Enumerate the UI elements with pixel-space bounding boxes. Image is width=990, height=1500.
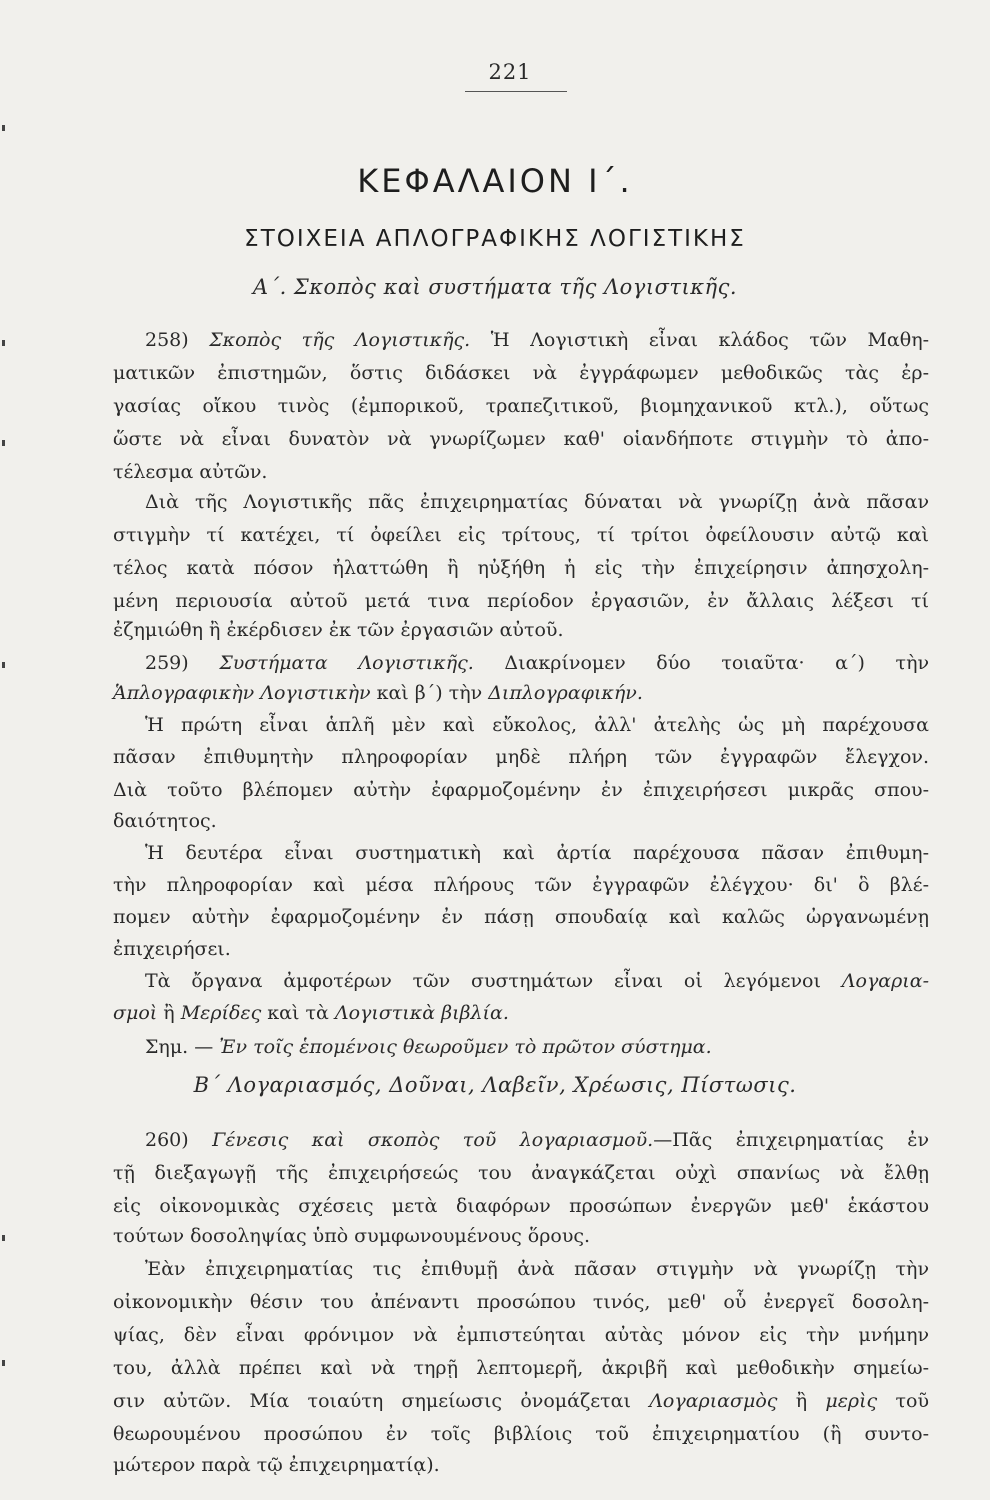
section-a-heading: Α΄. Σκοπὸς καὶ συστήματα τῆς Λογιστικῆς. xyxy=(252,275,738,299)
chapter-title: ΚΕΦΑΛΑΙΟΝ Ι΄. xyxy=(357,162,633,200)
text-line: τέλος κατὰ πόσον ἠλαττώθη ἢ ηὐξήθη ἡ εἰς τὴν ἐπιχείρησιν ἀπησχολη- xyxy=(113,557,929,579)
text-line: δαιότητος. xyxy=(113,810,217,832)
note-line: Σημ. — Ἐν τοῖς ἑπομένοις θεωροῦμεν τὸ πρῶτον σύστημα. xyxy=(145,1036,712,1058)
page-number-rule xyxy=(465,91,567,92)
text-line: πομεν αὐτὴν ἐφαρμοζομένην ἐν πάσῃ σπουδαίᾳ καὶ καλῶς ὠργανωμένῃ xyxy=(113,906,929,928)
text-line: ματικῶν ἐπιστημῶν, ὅστις διδάσκει νὰ ἐγγράφωμεν μεθοδικῶς τὰς ἐρ- xyxy=(113,362,929,384)
text-line: Ἡ πρώτη εἶναι ἁπλῆ μὲν καὶ εὔκολος, ἀλλ' ἀτελὴς ὡς μὴ παρέχουσα xyxy=(145,714,929,736)
text-line: Τὰ ὄργανα ἀμφοτέρων τῶν συστημάτων εἶναι οἱ λεγόμενοι Λογαρια- xyxy=(145,970,929,992)
text-line: μώτερον παρὰ τῷ ἐπιχειρηματίᾳ). xyxy=(113,1454,440,1476)
text-line: Ἐὰν ἐπιχειρηματίας τις ἐπιθυμῇ ἀνὰ πᾶσαν στιγμὴν νὰ γνωρίζῃ τὴν xyxy=(145,1258,929,1280)
text-line: ψίας, δὲν εἶναι φρόνιμον νὰ ἐμπιστεύηται αὐτὰς μόνον εἰς τὴν μνήμην xyxy=(113,1324,929,1346)
text-line: του, ἀλλὰ πρέπει καὶ νὰ τηρῇ λεπτομερῆ, ἀκριβῆ καὶ μεθοδικὴν σημείω- xyxy=(113,1357,929,1379)
text-line: Ἁπλογραφικὴν Λογιστικὴν καὶ β΄) τὴν Διπλογραφικήν. xyxy=(113,682,643,704)
text-line: 260) Γένεσις καὶ σκοπὸς τοῦ λογαριασμοῦ.—Πᾶς ἐπιχειρηματίας ἐν xyxy=(145,1129,929,1151)
text-line: Διὰ τῆς Λογιστικῆς πᾶς ἐπιχειρηματίας δύναται νὰ γνωρίζῃ ἀνὰ πᾶσαν xyxy=(145,491,929,513)
text-line: Ἡ δευτέρα εἶναι συστηματικὴ καὶ ἀρτία παρέχουσα πᾶσαν ἐπιθυμη- xyxy=(145,842,929,864)
text-line: σμοὶ ἢ Μερίδες καὶ τὰ Λογιστικὰ βιβλία. xyxy=(113,1002,509,1024)
text-line: σιν αὐτῶν. Μία τοιαύτη σημείωσις ὀνομάζεται Λογαριασμὸς ἢ μερὶς τοῦ xyxy=(113,1390,929,1412)
text-line: τὴν πληροφορίαν καὶ μέσα πλήρους τῶν ἐγγραφῶν ἐλέγχου· δι' ὃ βλέ- xyxy=(113,874,929,896)
text-line: εἰς οἰκονομικὰς σχέσεις μετὰ διαφόρων προσώπων ἐνεργῶν μεθ' ἑκάστου xyxy=(113,1195,929,1217)
margin-mark xyxy=(2,662,5,668)
text-line: μένη περιουσία αὐτοῦ μετά τινα περίοδον ἐργασιῶν, ἐν ἄλλαις λέξεσι τί xyxy=(113,590,929,612)
text-line: θεωρουμένου προσώπου ἐν τοῖς βιβλίοις τοῦ ἐπιχειρηματίου (ἢ συντο- xyxy=(113,1423,929,1445)
section-b-heading: Β΄ Λογαριασμός, Δοῦναι, Λαβεῖν, Χρέωσις, Πίστωσις. xyxy=(193,1073,797,1097)
text-line: στιγμὴν τί κατέχει, τί ὀφείλει εἰς τρίτους, τί τρίτοι ὀφείλουσιν αὐτῷ καὶ xyxy=(113,524,929,546)
text-line: γασίας οἴκου τινὸς (ἐμπορικοῦ, τραπεζιτικοῦ, βιομηχανικοῦ κτλ.), οὕτως xyxy=(113,395,929,417)
text-line: τῇ διεξαγωγῇ τῆς ἐπιχειρήσεώς του ἀναγκάζεται οὐχὶ σπανίως νὰ ἔλθῃ xyxy=(113,1162,929,1184)
margin-mark xyxy=(2,125,5,131)
text-line: τούτων δοσοληψίας ὑπὸ συμφωνουμένους ὅρους. xyxy=(113,1225,591,1247)
margin-mark xyxy=(2,1360,5,1366)
text-line: πᾶσαν ἐπιθυμητὴν πληροφορίαν μηδὲ πλήρη τῶν ἐγγραφῶν ἔλεγχον. xyxy=(113,746,929,768)
margin-mark xyxy=(2,340,5,346)
margin-mark xyxy=(2,1235,5,1241)
chapter-subtitle: ΣΤΟΙΧΕΙΑ ΑΠΛΟΓΡΑΦΙΚΗΣ ΛΟΓΙΣΤΙΚΗΣ xyxy=(244,226,746,252)
text-line: 258) Σκοπὸς τῆς Λογιστικῆς. Ἡ Λογιστικὴ εἶναι κλάδος τῶν Μαθη- xyxy=(145,329,930,351)
margin-mark xyxy=(2,440,5,446)
text-line: οἰκονομικὴν θέσιν του ἀπέναντι προσώπου τινός, μεθ' οὗ ἐνεργεῖ δοσολη- xyxy=(113,1291,929,1313)
text-line: τέλεσμα αὐτῶν. xyxy=(113,461,268,483)
text-line: Διὰ τοῦτο βλέπομεν αὐτὴν ἐφαρμοζομένην ἐν ἐπιχειρήσεσι μικρᾶς σπου- xyxy=(113,779,929,801)
page-number: 221 xyxy=(488,60,532,84)
text-line: ὥστε νὰ εἶναι δυνατὸν νὰ γνωρίζωμεν καθ' οἱανδήποτε στιγμὴν τὸ ἀπο- xyxy=(113,428,929,450)
text-line: 259) Συστήματα Λογιστικῆς. Διακρίνομεν δύο τοιαῦτα· α΄) τὴν xyxy=(145,652,930,674)
text-line: ἐπιχειρήσει. xyxy=(113,938,231,960)
text-line: ἐζημιώθη ἢ ἐκέρδισεν ἐκ τῶν ἐργασιῶν αὐτοῦ. xyxy=(113,619,564,641)
